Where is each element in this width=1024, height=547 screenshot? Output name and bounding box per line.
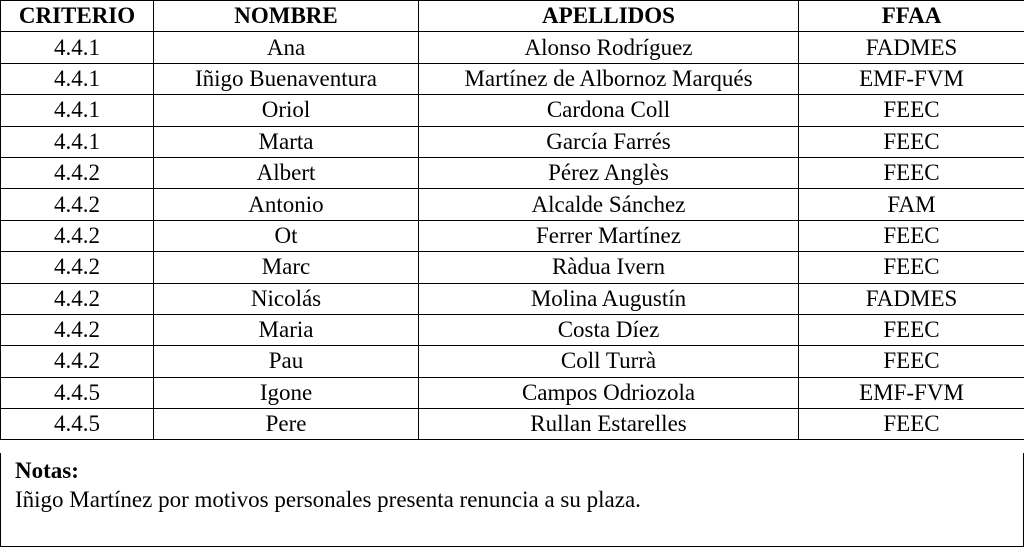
cell-apellidos: Costa Díez (419, 314, 799, 345)
cell-criterio: 4.4.2 (1, 252, 154, 283)
cell-nombre: Pere (154, 409, 419, 440)
cell-ffaa: FAM (799, 189, 1024, 220)
table-row (1, 252, 1024, 283)
table-row (1, 409, 1024, 440)
table-row (1, 32, 1024, 63)
header-ffaa: FFAA (799, 1, 1024, 32)
cell-apellidos: Cardona Coll (419, 95, 799, 126)
cell-criterio: 4.4.1 (1, 32, 154, 63)
cell-nombre: Pau (154, 346, 419, 377)
cell-criterio: 4.4.2 (1, 157, 154, 188)
cell-criterio: 4.4.2 (1, 283, 154, 314)
cell-nombre: Antonio (154, 189, 419, 220)
cell-apellidos: Alcalde Sánchez (419, 189, 799, 220)
table-row (1, 189, 1024, 220)
header-nombre: NOMBRE (154, 1, 419, 32)
cell-ffaa: FEEC (799, 220, 1024, 251)
cell-ffaa: FADMES (799, 32, 1024, 63)
cell-apellidos: Campos Odriozola (419, 377, 799, 408)
notes-section (0, 453, 1024, 547)
cell-apellidos: Martínez de Albornoz Marqués (419, 63, 799, 94)
cell-apellidos: Rullan Estarelles (419, 409, 799, 440)
cell-nombre: Marc (154, 252, 419, 283)
header-criterio: CRITERIO (1, 1, 154, 32)
table-row (1, 377, 1024, 408)
cell-ffaa: FEEC (799, 314, 1024, 345)
cell-nombre: Iñigo Buenaventura (154, 63, 419, 94)
cell-nombre: Marta (154, 126, 419, 157)
cell-nombre: Nicolás (154, 283, 419, 314)
cell-ffaa: FEEC (799, 157, 1024, 188)
notes-title: Notas: (15, 458, 79, 483)
cell-ffaa: EMF-FVM (799, 377, 1024, 408)
cell-nombre: Albert (154, 157, 419, 188)
cell-ffaa: FEEC (799, 126, 1024, 157)
cell-apellidos: Alonso Rodríguez (419, 32, 799, 63)
cell-apellidos: Pérez Anglès (419, 157, 799, 188)
cell-nombre: Ot (154, 220, 419, 251)
cell-criterio: 4.4.5 (1, 409, 154, 440)
cell-criterio: 4.4.1 (1, 95, 154, 126)
table-header-row (1, 1, 1024, 32)
cell-apellidos: García Farrés (419, 126, 799, 157)
cell-criterio: 4.4.2 (1, 346, 154, 377)
cell-nombre: Oriol (154, 95, 419, 126)
table-row (1, 63, 1024, 94)
cell-apellidos: Coll Turrà (419, 346, 799, 377)
cell-criterio: 4.4.1 (1, 63, 154, 94)
table-row (1, 220, 1024, 251)
cell-ffaa: FEEC (799, 95, 1024, 126)
cell-criterio: 4.4.2 (1, 314, 154, 345)
cell-ffaa: FADMES (799, 283, 1024, 314)
notes-text: Iñigo Martínez por motivos personales presenta renuncia a su plaza. (15, 487, 641, 512)
cell-ffaa: EMF-FVM (799, 63, 1024, 94)
cell-ffaa: FEEC (799, 346, 1024, 377)
table-row (1, 314, 1024, 345)
cell-criterio: 4.4.5 (1, 377, 154, 408)
table-row (1, 346, 1024, 377)
cell-nombre: Maria (154, 314, 419, 345)
table-row (1, 95, 1024, 126)
cell-apellidos: Ràdua Ivern (419, 252, 799, 283)
cell-nombre: Ana (154, 32, 419, 63)
cell-criterio: 4.4.2 (1, 220, 154, 251)
cell-criterio: 4.4.1 (1, 126, 154, 157)
cell-apellidos: Molina Augustín (419, 283, 799, 314)
header-apellidos: APELLIDOS (419, 1, 799, 32)
cell-ffaa: FEEC (799, 409, 1024, 440)
cell-criterio: 4.4.2 (1, 189, 154, 220)
table-row (1, 157, 1024, 188)
cell-nombre: Igone (154, 377, 419, 408)
table-row (1, 283, 1024, 314)
table-row (1, 126, 1024, 157)
cell-apellidos: Ferrer Martínez (419, 220, 799, 251)
cell-ffaa: FEEC (799, 252, 1024, 283)
